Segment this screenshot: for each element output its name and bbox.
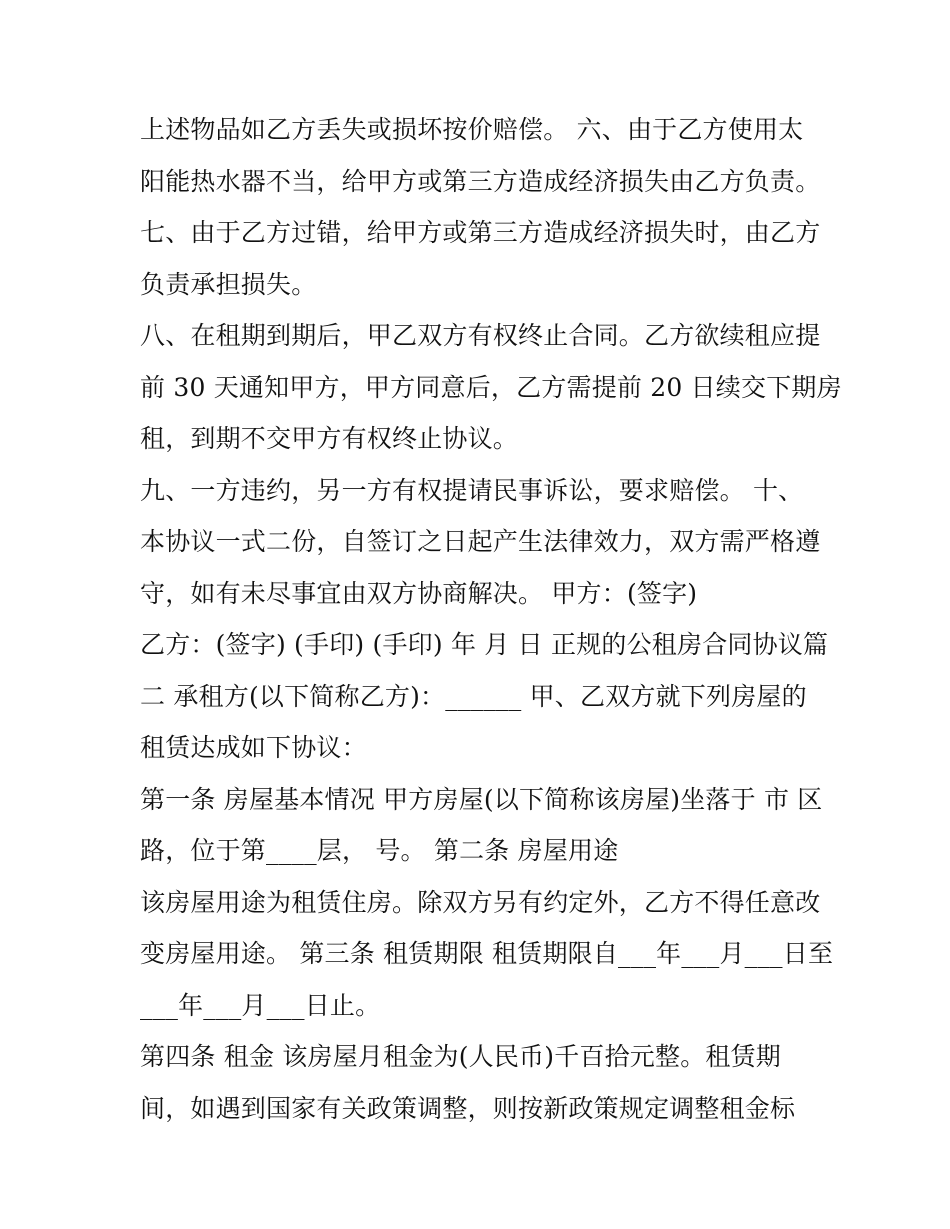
text-line: 阳能热水器不当，给甲方或第三方造成经济损失由乙方负责。 — [140, 166, 821, 196]
text-line: 第一条 房屋基本情况 甲方房屋(以下简称该房屋)坐落于 市 区 — [140, 784, 823, 814]
text-line: 上述物品如乙方丢失或损坏按价赔偿。 六、由于乙方使用太 — [140, 115, 804, 144]
contract-text — [140, 104, 840, 1134]
text-line: 八、在租期到期后，甲乙双方有权终止合同。乙方欲续租应提 — [140, 321, 821, 350]
text-line: 前 30 天通知甲方，甲方同意后，乙方需提前 20 日续交下期房 — [140, 372, 842, 402]
text-line: 守，如有未尽事宜由双方协商解决。 甲方：(签字) — [140, 578, 698, 608]
text-line: 本协议一式二份，自签订之日起产生法律效力，双方需严格遵 — [140, 527, 821, 556]
text-line: 乙方：(签字) (手印) (手印) 年 月 日 正规的公租房合同协议篇 — [140, 630, 829, 659]
text-line: 该房屋用途为租赁住房。除双方另有约定外，乙方不得任意改 — [140, 887, 821, 917]
text-line: 九、一方违约，另一方有权提请民事诉讼，要求赔偿。 十、 — [140, 475, 804, 505]
text-line: ___年___月___日止。 — [140, 990, 381, 1020]
text-line: 七、由于乙方过错，给甲方或第三方造成经济损失时，由乙方 — [140, 218, 821, 247]
text-line: 第四条 租金 该房屋月租金为(人民币)千百拾元整。租赁期 — [140, 1042, 782, 1071]
text-line: 变房屋用途。 第三条 租赁期限 租赁期限自___年___月___日至 — [140, 939, 834, 968]
text-line: 租赁达成如下协议： — [140, 733, 367, 762]
text-line: 路，位于第____层， 号。 第二条 房屋用途 — [140, 836, 619, 865]
text-line: 间，如遇到国家有关政策调整，则按新政策规定调整租金标 — [140, 1093, 796, 1123]
text-line: 二 承租方(以下简称乙方)：______ 甲、乙双方就下列房屋的 — [140, 681, 807, 711]
text-line: 负责承担损失。 — [140, 269, 317, 299]
text-line: 租，到期不交甲方有权终止协议。 — [140, 424, 519, 453]
